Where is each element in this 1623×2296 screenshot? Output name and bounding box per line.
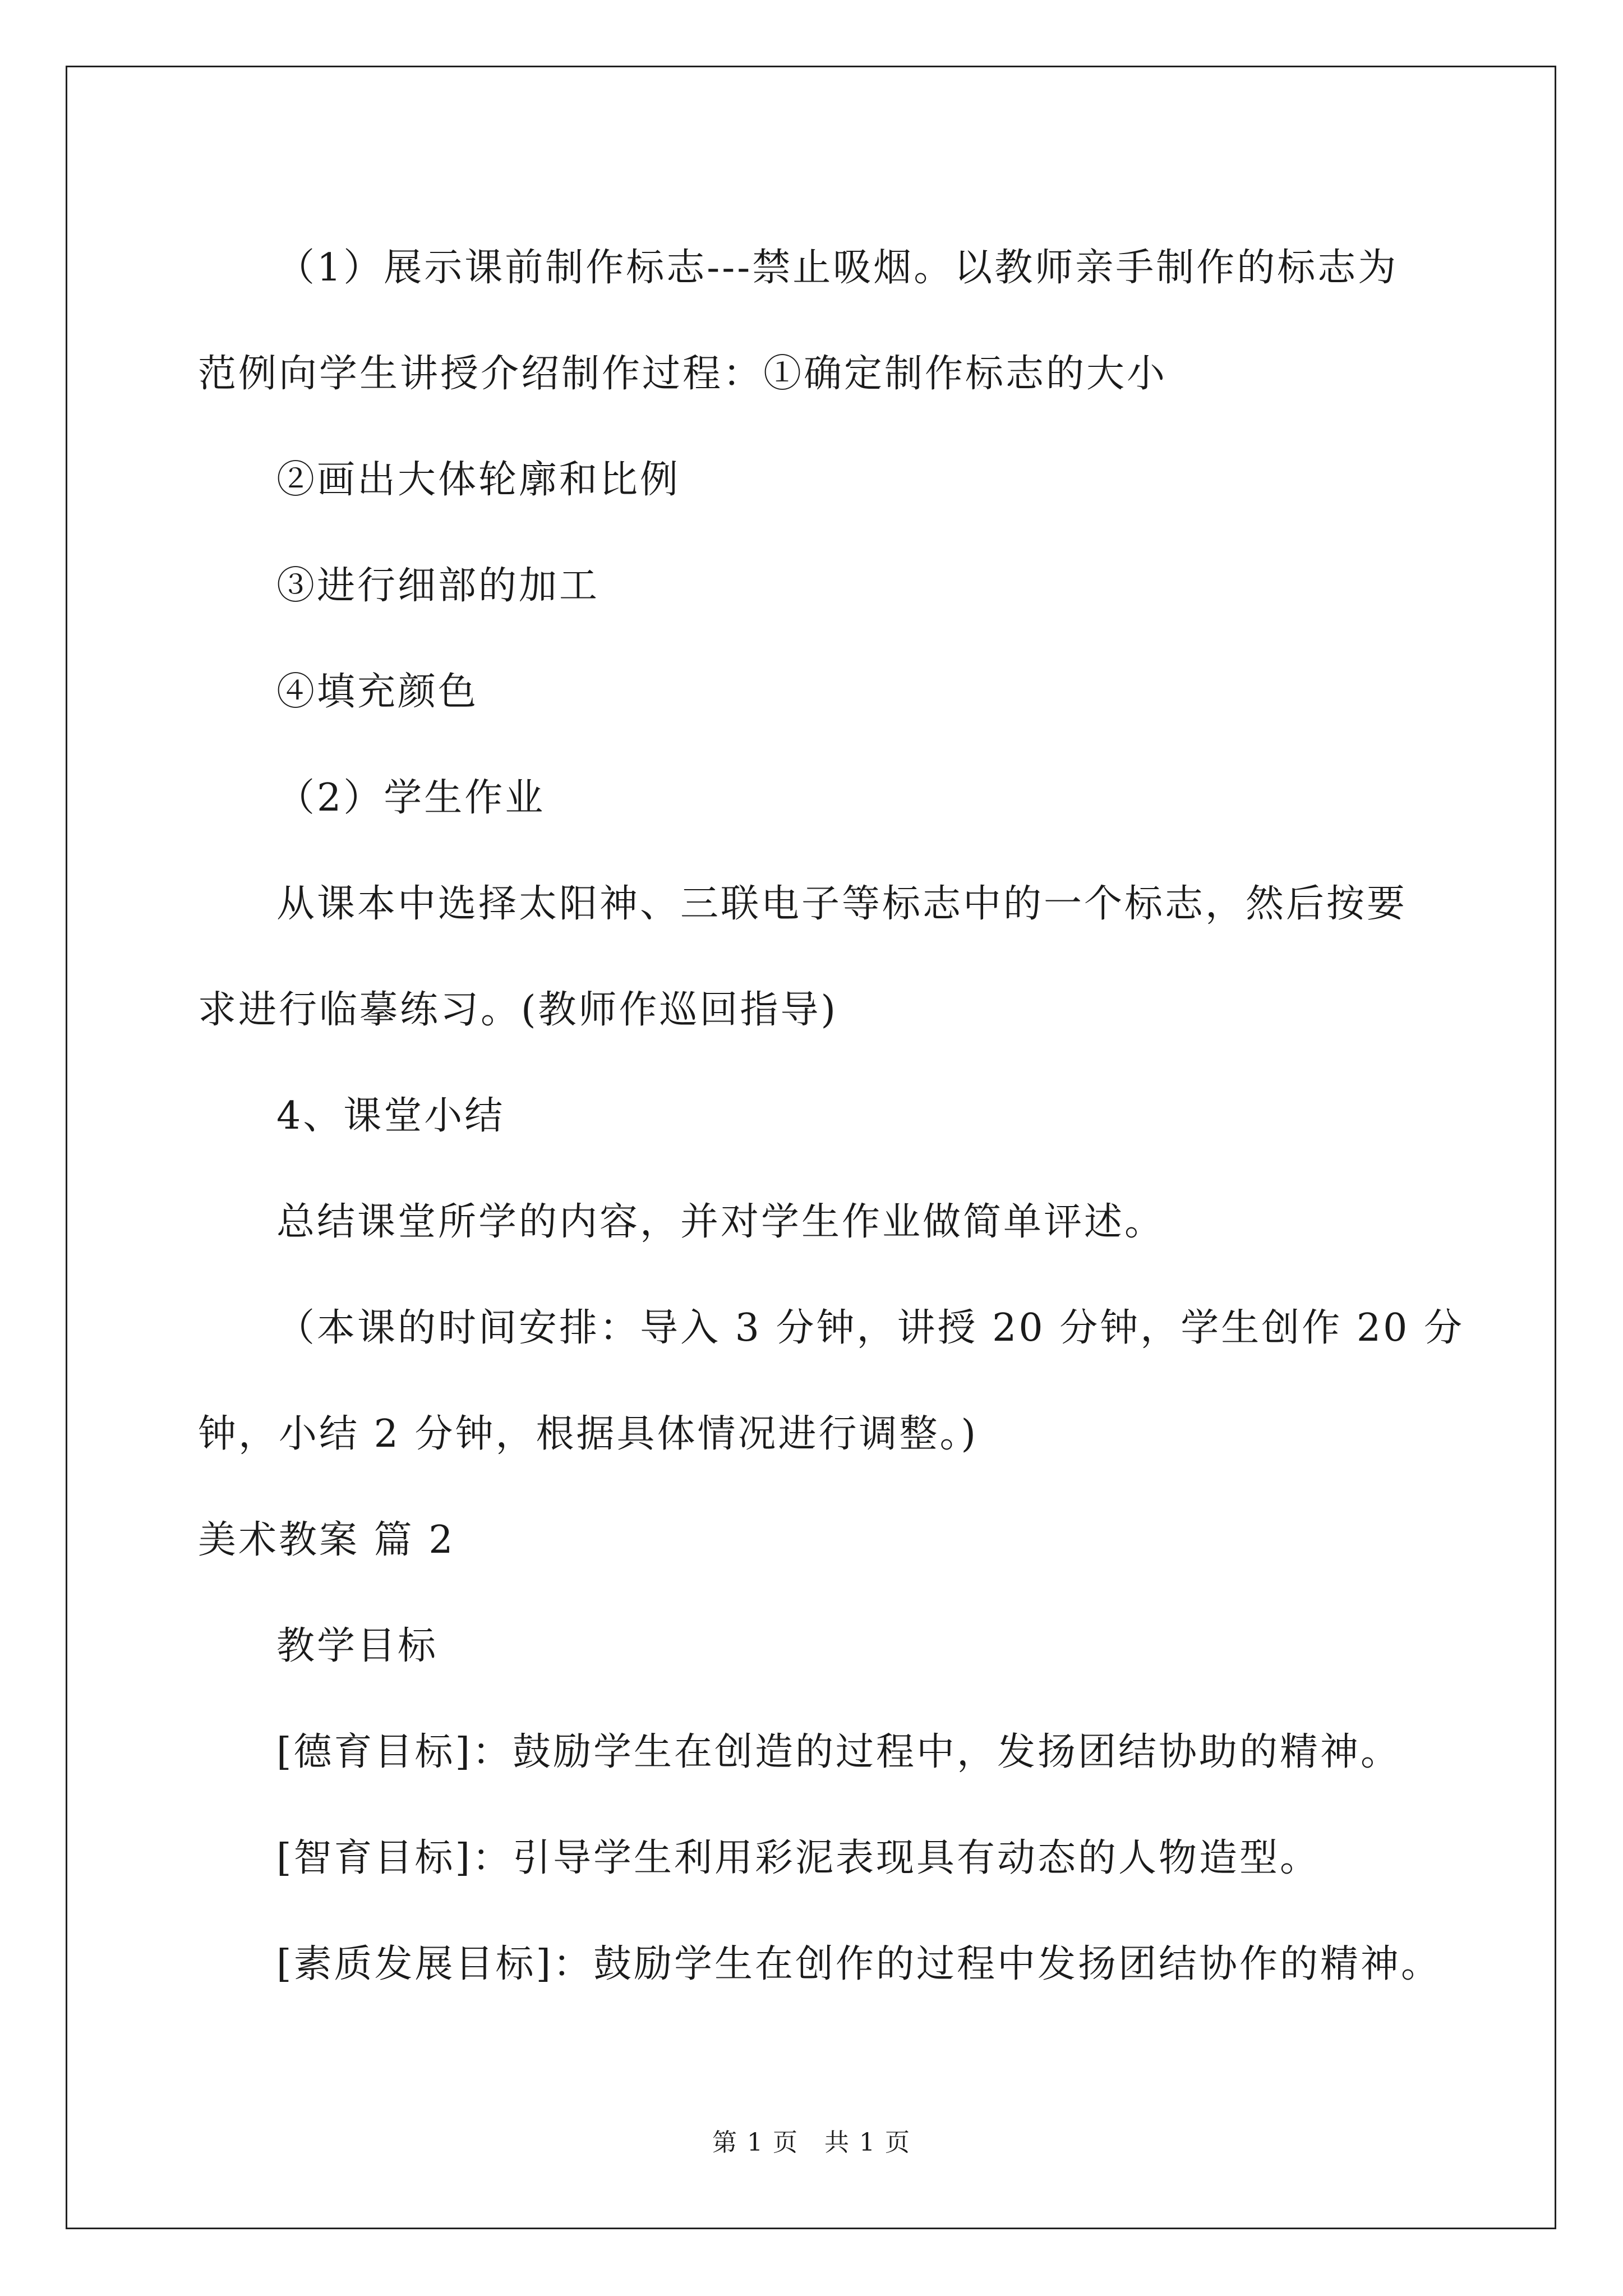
paragraph: 总结课堂所学的内容，并对学生作业做简单评述。 xyxy=(276,1200,1165,1244)
paragraph: 从课本中选择太阳神、三联电子等标志中的一个标志，然后按要 xyxy=(276,882,1408,926)
document-body xyxy=(198,215,1465,2017)
paragraph: [素质发展目标]：鼓励学生在创作的过程中发扬团结协作的精神。 xyxy=(276,1942,1442,1986)
paragraph: 钟，小结 2 分钟，根据具体情况进行调整。) xyxy=(198,1412,979,1456)
paragraph: ②画出大体轮廓和比例 xyxy=(276,458,681,502)
paragraph: [德育目标]：鼓励学生在创造的过程中，发扬团结协助的精神。 xyxy=(276,1730,1401,1774)
section-title: 美术教案 篇 2 xyxy=(198,1518,455,1562)
paragraph: ④填充颜色 xyxy=(276,670,479,714)
paragraph: （2）学生作业 xyxy=(276,776,546,820)
paragraph: （1）展示课前制作标志---禁止吸烟。以教师亲手制作的标志为 xyxy=(276,246,1399,290)
paragraph: 求进行临摹练习。(教师作巡回指导) xyxy=(198,988,838,1032)
page-number-footer: 第 1 页 共 1 页 xyxy=(712,2128,911,2157)
paragraph: [智育目标]：引导学生利用彩泥表现具有动态的人物造型。 xyxy=(276,1836,1321,1880)
paragraph: ③进行细部的加工 xyxy=(276,564,600,608)
paragraph: （本课的时间安排：导入 3 分钟，讲授 20 分钟，学生创作 20 分 xyxy=(276,1306,1465,1350)
section-heading: 教学目标 xyxy=(276,1624,439,1668)
section-heading: 4、课堂小结 xyxy=(276,1094,505,1138)
paragraph: 范例向学生讲授介绍制作过程：①确定制作标志的大小 xyxy=(198,352,1168,396)
